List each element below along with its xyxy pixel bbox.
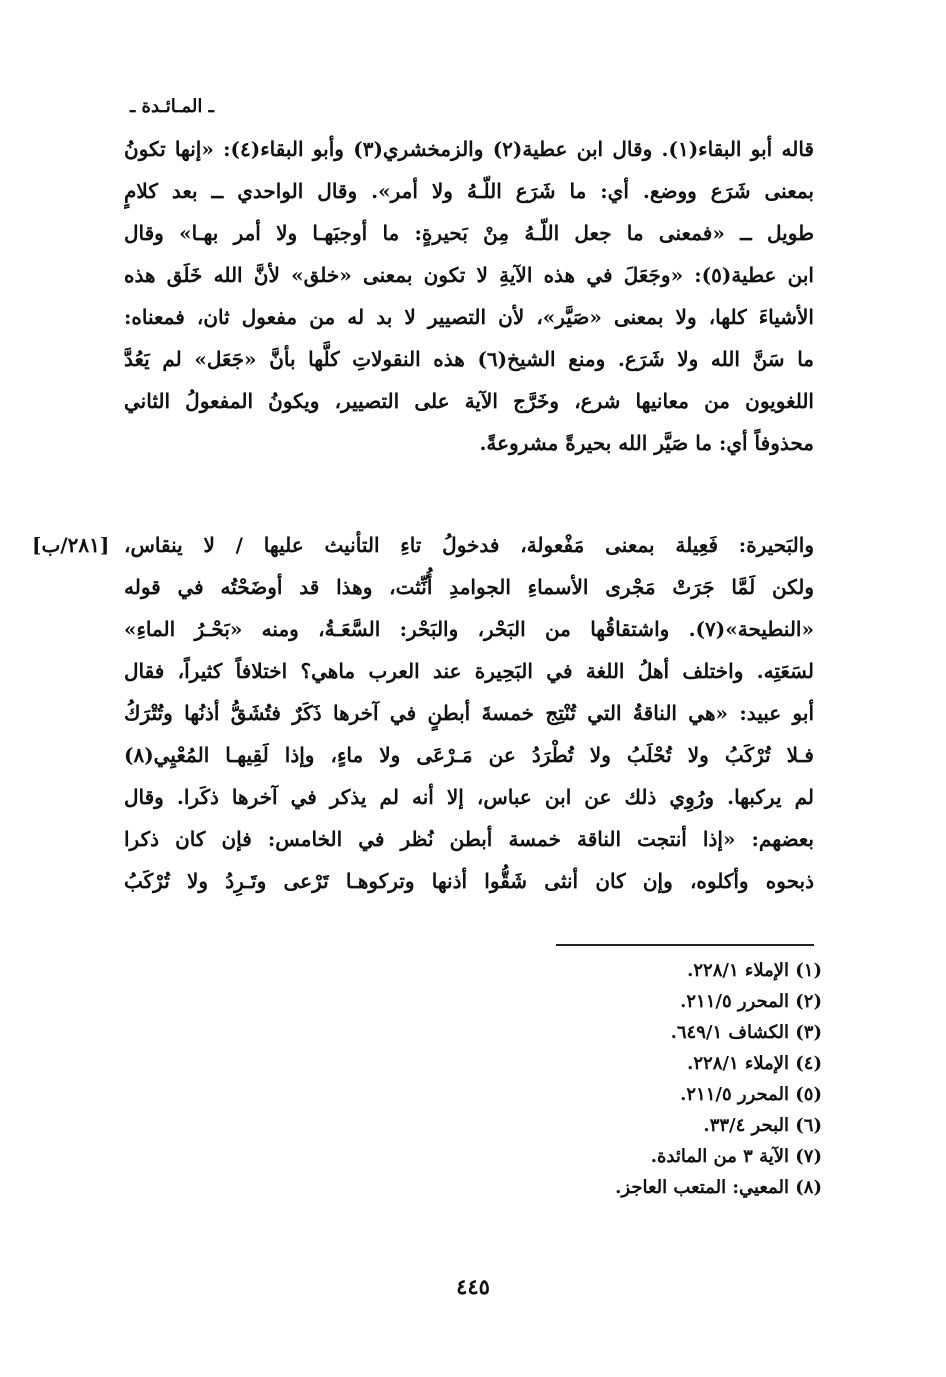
text-line: قاله أبو البقاء(١). وقال ابن عطية(٢) والزمخشري(٣) وأبو البقاء(٤): «إنها تكونُ (124, 137, 814, 161)
text-line: بعضهم: «إذا أنتجت الناقة خمسة أبطن نُظر في الخامس: فإن كان ذكرا (124, 827, 814, 851)
text-line: ما سَنَّ الله ولا شَرَع. ومنع الشيخ(٦) هذه النقولاتِ كلَّها بأنَّ «جَعَل» لم يَعُدَّ (124, 347, 814, 371)
text-line: بمعنى شَرَع ووضع. أي: ما شَرَع اللّـهُ ولا أمر». وقال الواحدي ــ بعد كلامٍ (124, 179, 814, 203)
text-line: الأشياءَ كلها، ولا بمعنى «صَيَّر»، لأن التصيير لا بد له من مفعول ثان، فمعناه: (124, 305, 814, 329)
text-line: محذوفاً أي: ما صَيَّر الله بحيرةً مشروعةً. (479, 431, 814, 455)
text-line: فـلا تُرْكَبُ ولا تُحْلَبُ ولا تُطْرَدُ عن مَـرْعَى ولا ماءٍ، وإذا لَقِيهـا المُعْيِي(٨) (124, 743, 814, 767)
paragraph-1 (124, 128, 814, 464)
footnotes (422, 955, 822, 1203)
text-line: أبو عبيد: «هي الناقةُ التي تُنْتِج خمسةَ أبطنٍ في آخرها ذَكَرٌ فتُشَقُّ أذنُها وتُتْرَكُ (124, 701, 814, 725)
footnote: (٦) البحر ٣٣/٤. (703, 1115, 822, 1136)
footnote: (٤) الإملاء ٢٢٨/١. (687, 1053, 822, 1074)
footnote: (٢) المحرر ٢١١/٥. (680, 991, 822, 1012)
text-line: والبَحيرة: فَعِيلة بمعنى مَفْعولة، فدخولُ تاءِ التأنيث عليها / لا ينقاس، (124, 533, 814, 557)
manuscript-folio-ref: [٢٨١/ب] (32, 533, 110, 557)
footnote: (٧) الآية ٣ من المائدة. (650, 1146, 822, 1167)
footnote: (٥) المحرر ٢١١/٥. (680, 1084, 822, 1105)
text-line: لم يركبها. ورُوِي ذلك عن ابن عباس، إلا أنه لم يذكر في آخرها ذكَرا. وقال (124, 785, 814, 809)
text-line: طويل ــ «فمعنى ما جعل اللّـهُ مِنْ بَحيرةٍ: ما أوجبَهـا ولا أمر بهـا» وقال (124, 221, 814, 245)
footnote-divider (556, 944, 814, 946)
footnote: (٨) المعيي: المتعب العاجز. (615, 1177, 822, 1198)
text-line: ذبحوه وأكلوه، وإن كان أنثى شَقُّوا أذنها وتركوهـا تَرْعى وتَـرِدُ ولا تُرْكَبُ (124, 869, 814, 893)
text-line: ولكن لَمَّا جَرَتْ مَجْرى الأسماءِ الجوامدِ أُنِّثت، وهذا قد أوضَحْتُه في قوله (124, 575, 814, 599)
running-header: ـ المـائـدة ـ (130, 96, 214, 117)
paragraph-2 (124, 524, 814, 902)
text-line: «النطيحة»(٧). واشتقاقُها من البَحْر، والبَحْر: السَّعَـةُ، ومنه «بَحْـرُ الماءِ» (124, 617, 814, 641)
text-line: لسَعَتِه. واختلف أهلُ اللغة في البَحِيرة عند العرب ماهي؟ اختلافاً كثيراً، فقال (124, 659, 814, 683)
footnote: (٣) الكشاف ٦٤٩/١. (670, 1022, 822, 1043)
text-line: اللغويون من معانيها شرع، وخَرَّج الآية على التصيير، ويكونُ المفعولُ الثاني (124, 389, 814, 413)
footnote: (١) الإملاء ٢٢٨/١. (687, 960, 822, 981)
page-number: ٤٤٥ (456, 1274, 490, 1299)
text-line: ابن عطية(٥): «وجَعَلَ في هذه الآيةِ لا تكون بمعنى «خلق» لأنَّ الله خَلَق هذه (124, 263, 814, 287)
